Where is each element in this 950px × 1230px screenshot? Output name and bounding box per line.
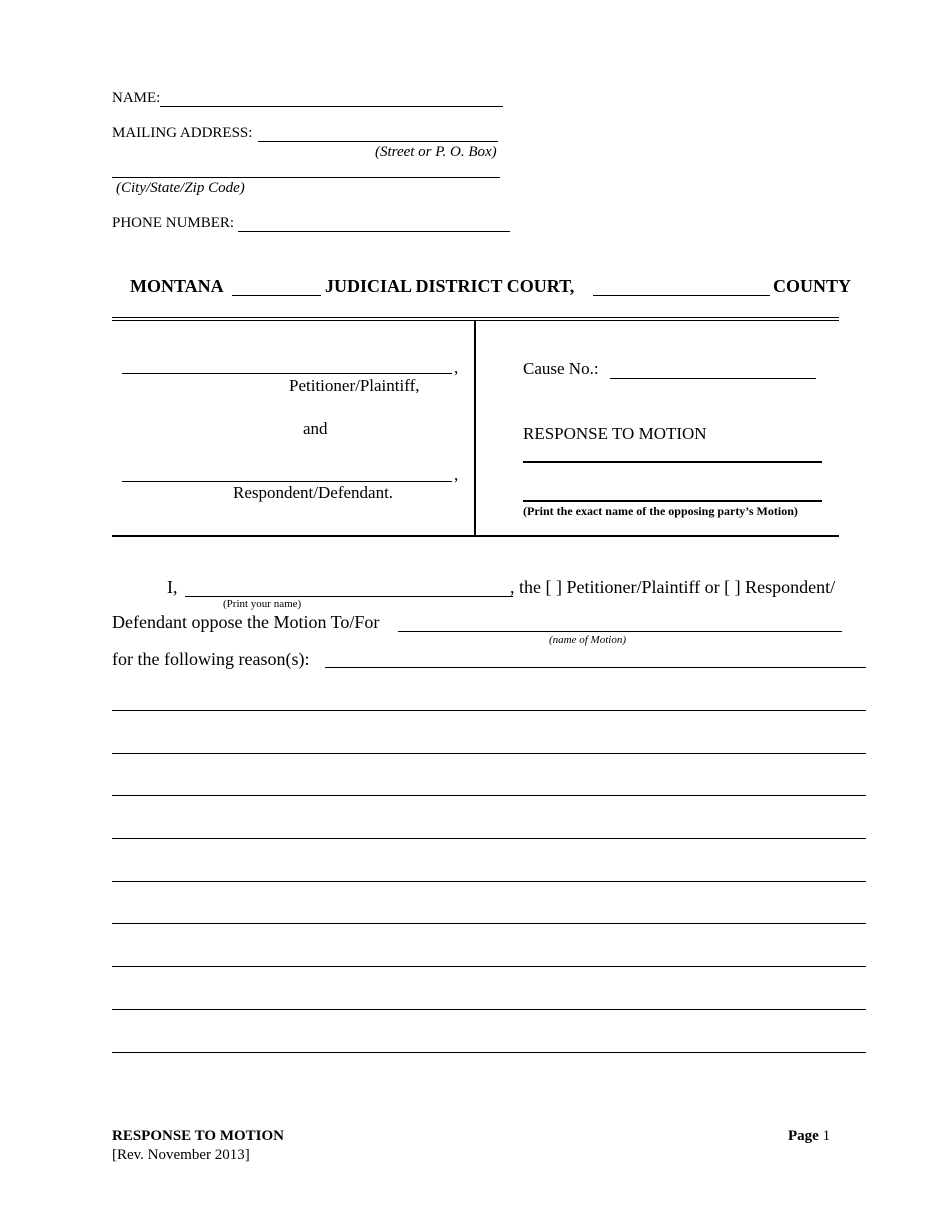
district-number-field[interactable] [232,295,321,296]
reason-line[interactable] [112,1009,866,1010]
motion-name-field-2[interactable] [523,500,822,502]
caption-divider [474,320,476,536]
motion-name-field-1[interactable] [523,461,822,463]
name-label: NAME: [112,90,161,106]
reason-line[interactable] [112,923,866,924]
petitioner-label: Petitioner/Plaintiff, [289,376,420,395]
print-motion-hint: (Print the exact name of the opposing party’s Motion) [523,504,798,518]
defendant-oppose-text: Defendant oppose the Motion To/For [112,612,380,632]
respondent-label: Respondent/Defendant. [233,483,394,502]
reason-line[interactable] [112,838,866,839]
street-field[interactable] [258,141,498,142]
court-district: JUDICIAL DISTRICT COURT, [325,276,575,296]
city-hint: (City/State/Zip Code) [116,180,245,196]
cause-number-field[interactable] [610,378,816,379]
and-label: and [303,419,328,438]
reason-line[interactable] [112,753,866,754]
your-name-field[interactable] [185,596,513,597]
mailing-address-label: MAILING ADDRESS: [112,125,253,141]
city-field[interactable] [112,177,500,178]
reasons-label: for the following reason(s): [112,649,310,669]
name-of-motion-hint: (name of Motion) [549,634,626,646]
caption-bottom-rule [112,535,839,537]
reason-line[interactable] [325,667,866,668]
footer-title: RESPONSE TO MOTION [112,1128,284,1144]
page-label: Page [788,1128,819,1144]
reason-line[interactable] [112,966,866,967]
footer-revision: [Rev. November 2013] [112,1147,250,1163]
county-name-field[interactable] [593,295,770,296]
party-choice-text: , the [ ] Petitioner/Plaintiff or [ ] Respondent/ [510,577,836,597]
response-title: RESPONSE TO MOTION [523,424,707,443]
phone-label: PHONE NUMBER: [112,215,235,231]
caption-top-rule [112,317,839,318]
reason-line[interactable] [112,881,866,882]
i-label: I, [167,577,178,597]
name-field[interactable] [160,106,503,107]
petitioner-comma: , [454,358,459,377]
phone-field[interactable] [238,231,510,232]
reason-line[interactable] [112,710,866,711]
print-your-name-hint: (Print your name) [223,598,302,610]
reason-line[interactable] [112,795,866,796]
respondent-comma: , [454,465,459,484]
court-county: COUNTY [773,276,852,296]
street-hint: (Street or P. O. Box) [375,144,497,160]
cause-label: Cause No.: [523,359,599,378]
name-of-motion-field[interactable] [398,631,842,632]
reason-line[interactable] [112,1052,866,1053]
respondent-name-field[interactable] [122,481,452,482]
page-indicator [788,1128,830,1145]
petitioner-name-field[interactable] [122,373,452,374]
court-state: MONTANA [130,276,224,296]
page-number: 1 [822,1128,831,1144]
